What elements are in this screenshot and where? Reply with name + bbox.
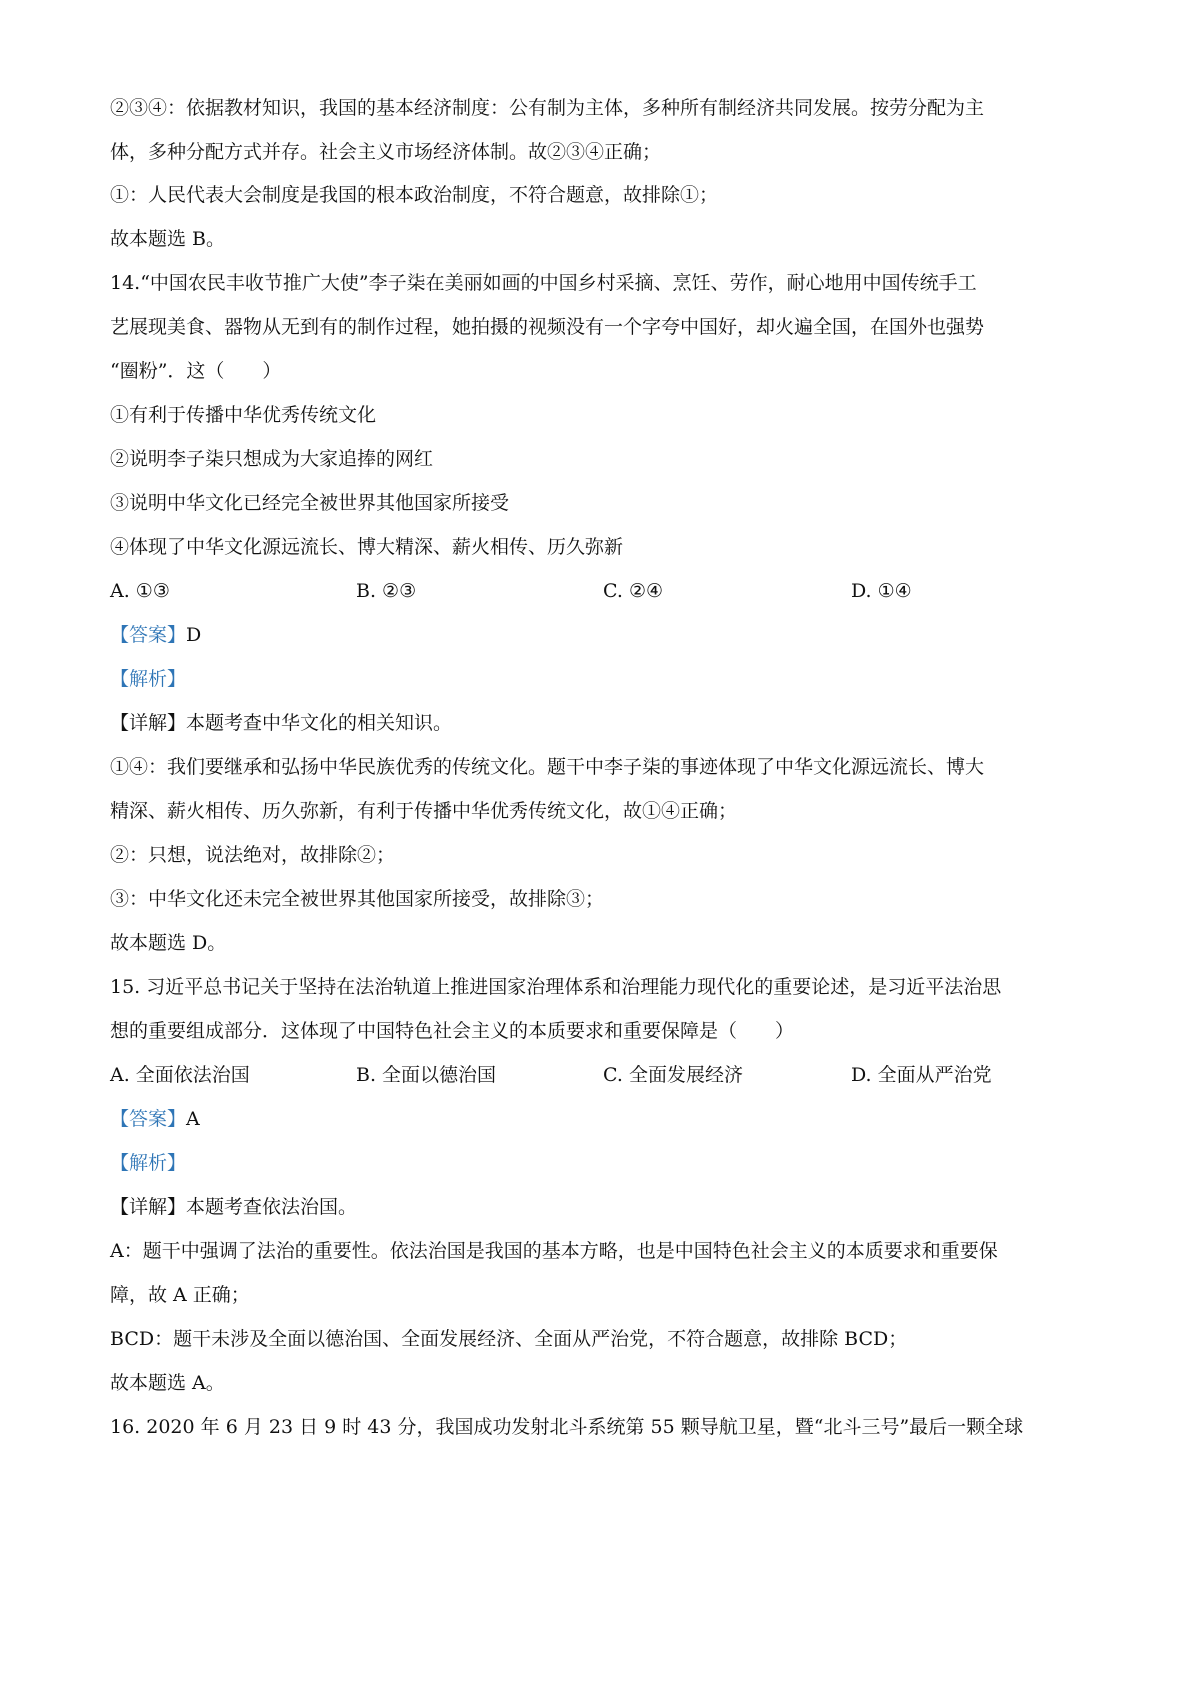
q15-explanation-line: BCD：题干未涉及全面以德治国、全面发展经济、全面从严治党，不符合题意，故排除 BCD； <box>110 1328 908 1350</box>
q14-analysis-tag: 【解析】 <box>110 668 187 690</box>
q14-option-b: B. ②③ <box>356 580 417 602</box>
q14-answer <box>110 623 201 647</box>
q14-option-a: A. ①③ <box>110 580 170 602</box>
q14-stem: 14.“中国农民丰收节推广大使”李子柒在美丽如画的中国乡村采摘、烹饪、劳作，耐心地用中国传统手工 <box>110 272 977 294</box>
q14-explanation-line: ②：只想，说法绝对，故排除②； <box>110 844 396 866</box>
q15-explanation-line: A：题干中强调了法治的重要性。依法治国是我国的基本方略，也是中国特色社会主义的本质要求和重要保 <box>110 1240 998 1262</box>
q15-option-d: D. 全面从严治党 <box>851 1064 992 1086</box>
q14-statement-1: ①有利于传播中华优秀传统文化 <box>110 404 377 426</box>
q14-statement-3: ③说明中华文化已经完全被世界其他国家所接受 <box>110 492 510 514</box>
q15-option-b: B. 全面以德治国 <box>356 1064 497 1086</box>
answer-value: D <box>186 624 202 646</box>
q14-conclusion: 故本题选 D。 <box>110 932 227 954</box>
q14-stem: “圈粉”．这（ ） <box>110 360 282 382</box>
q13-explanation-line: ①：人民代表大会制度是我国的根本政治制度，不符合题意，故排除①； <box>110 184 719 206</box>
q14-explanation-line: 精深、薪火相传、历久弥新，有利于传播中华优秀传统文化，故①④正确； <box>110 800 738 822</box>
q14-explanation-line: ③：中华文化还未完全被世界其他国家所接受，故排除③； <box>110 888 605 910</box>
q14-option-d: D. ①④ <box>851 580 912 602</box>
q15-option-a: A. 全面依法治国 <box>110 1064 250 1086</box>
q15-option-c: C. 全面发展经济 <box>603 1064 743 1086</box>
answer-value: A <box>186 1108 200 1130</box>
q15-stem: 15. 习近平总书记关于坚持在法治轨道上推进国家治理体系和治理能力现代化的重要论述，是习近平法治思 <box>110 976 1002 998</box>
q13-explanation-line: ②③④：依据教材知识，我国的基本经济制度：公有制为主体，多种所有制经济共同发展。按劳分配为主 <box>110 97 985 119</box>
answer-tag: 【答案】 <box>110 624 187 646</box>
q13-explanation-line: 体，多种分配方式并存。社会主义市场经济体制。故②③④正确； <box>110 141 662 163</box>
q14-detail: 【详解】本题考查中华文化的相关知识。 <box>110 712 453 734</box>
q15-detail: 【详解】本题考查依法治国。 <box>110 1196 358 1218</box>
q14-stem: 艺展现美食、器物从无到有的制作过程，她拍摄的视频没有一个字夸中国好，却火遍全国，在国外也强势 <box>110 316 985 338</box>
q14-option-c: C. ②④ <box>603 580 664 602</box>
q14-statement-4: ④体现了中华文化源远流长、博大精深、薪火相传、历久弥新 <box>110 536 624 558</box>
q15-explanation-line: 障，故 A 正确； <box>110 1284 250 1306</box>
answer-tag: 【答案】 <box>110 1108 187 1130</box>
q13-conclusion: 故本题选 B。 <box>110 228 226 250</box>
q15-stem: 想的重要组成部分．这体现了中国特色社会主义的本质要求和重要保障是（ ） <box>110 1020 795 1042</box>
q16-stem: 16. 2020 年 6 月 23 日 9 时 43 分，我国成功发射北斗系统第 55 颗导航卫星，暨“北斗三号”最后一颗全球 <box>110 1416 1024 1438</box>
q14-statement-2: ②说明李子柒只想成为大家追捧的网红 <box>110 448 434 470</box>
q15-analysis-tag: 【解析】 <box>110 1152 187 1174</box>
q14-explanation-line: ①④：我们要继承和弘扬中华民族优秀的传统文化。题干中李子柒的事迹体现了中华文化源远流长、博大 <box>110 756 985 778</box>
q15-answer <box>110 1107 200 1131</box>
q15-conclusion: 故本题选 A。 <box>110 1372 225 1394</box>
